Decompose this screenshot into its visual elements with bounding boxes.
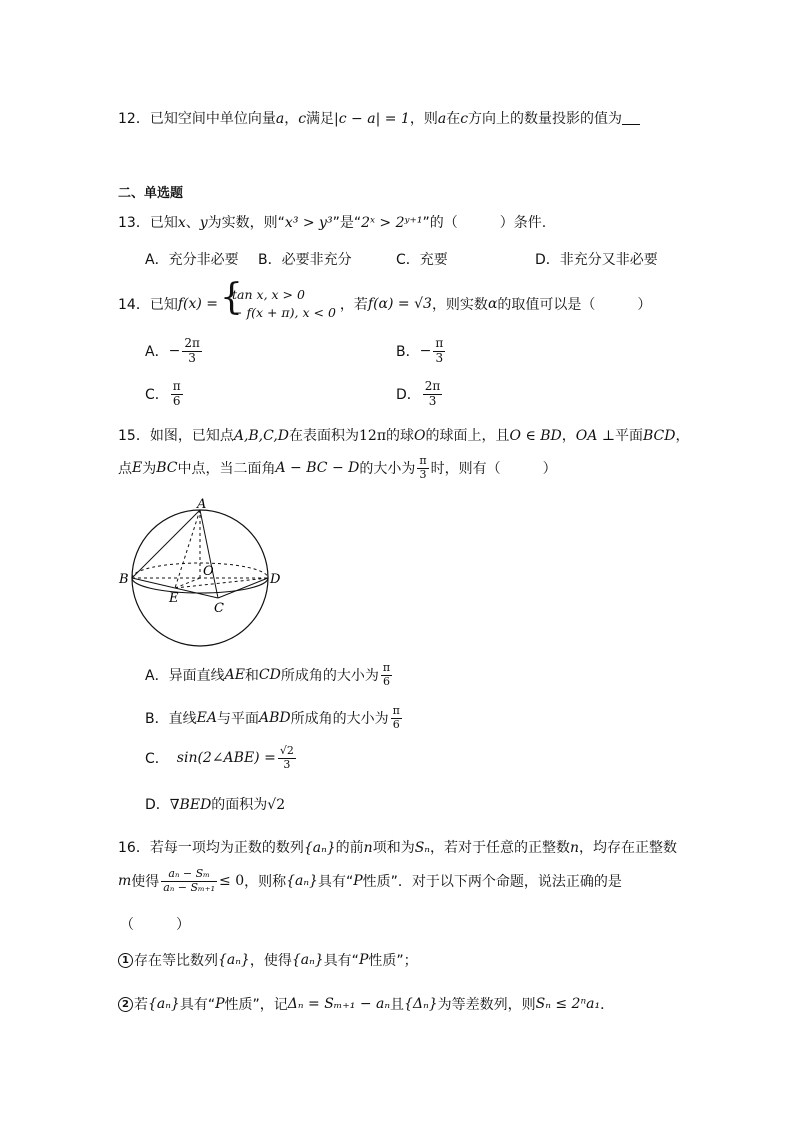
- label-d: D: [270, 572, 281, 587]
- point-e: E: [132, 460, 143, 477]
- question-text: 的大小为: [359, 461, 416, 478]
- statement-text: 且: [390, 997, 405, 1013]
- question-text: ”是“: [332, 215, 362, 231]
- fraction: [391, 705, 402, 731]
- question-16-line-2: [118, 868, 622, 894]
- denominator: 3: [283, 757, 291, 771]
- question-number: 13．: [118, 215, 150, 231]
- numerator: π: [172, 379, 181, 393]
- statement-text: 性质”；: [368, 953, 418, 969]
- q14-option-a[interactable]: [145, 337, 204, 366]
- vector-c: c: [460, 111, 469, 127]
- plane: BCD: [643, 428, 676, 444]
- case-1: { tan x, x > 0: [232, 286, 305, 302]
- option-text: 所成角的大小为: [290, 711, 389, 728]
- question-text: 点: [118, 461, 132, 478]
- question-text: 已知空间中单位向量: [149, 111, 276, 127]
- question-text: 时，则有（ ）: [430, 461, 557, 478]
- question-text: 具有“: [317, 874, 354, 891]
- label-a: A: [197, 497, 207, 512]
- q15-option-b[interactable]: [145, 705, 404, 731]
- vector-a: a: [437, 111, 447, 127]
- denominator: aₙ − Sₘ₊₁: [163, 880, 216, 894]
- fraction: [381, 662, 392, 688]
- question-text: 平面: [615, 428, 643, 444]
- inequality: ≤ 0: [219, 873, 245, 890]
- numerator: 2π: [424, 379, 441, 393]
- dihedral: A − BC − D: [275, 460, 360, 477]
- fraction: [433, 337, 445, 366]
- statement-text: 具有“: [323, 953, 359, 969]
- question-text: 性质”．对于以下两个命题，说法正确的是: [362, 874, 622, 891]
- label-b: B: [119, 572, 129, 587]
- statement-text: ．: [600, 997, 615, 1013]
- denominator: 6: [172, 393, 181, 408]
- line-ea: EA: [196, 710, 217, 727]
- question-number: 14．: [118, 297, 150, 313]
- label-o: O: [203, 564, 214, 579]
- denominator: 3: [419, 467, 427, 481]
- property-p: P: [353, 873, 363, 890]
- q13-option-a[interactable]: A．充分非必要: [145, 252, 239, 268]
- points: A,B,C,D: [233, 428, 290, 444]
- var-y: y: [199, 215, 208, 231]
- q13-option-c[interactable]: C．充要: [396, 252, 448, 268]
- option-text: 的面积为: [211, 797, 268, 813]
- sphere-figure: [115, 495, 290, 655]
- point-o: O: [414, 428, 426, 444]
- sequence: {aₙ}: [218, 952, 250, 968]
- option-label: B．直线: [145, 711, 197, 728]
- q14-option-d[interactable]: [396, 380, 444, 409]
- question-text: 的球: [386, 428, 415, 444]
- question-15-line-1: [118, 425, 689, 445]
- section-title: 二、单选题: [118, 186, 184, 201]
- q14-option-c[interactable]: [145, 380, 185, 409]
- fraction: [423, 380, 443, 409]
- var-n: n: [569, 840, 579, 856]
- segment-ab: [132, 510, 200, 578]
- fraction: [417, 455, 428, 481]
- partial-sum: Sₙ: [414, 840, 430, 856]
- question-text: ，若: [339, 297, 368, 313]
- sequence: {aₙ}: [148, 996, 180, 1012]
- statement-text: 为等差数列，则: [437, 997, 536, 1013]
- statement-text: 具有“: [179, 997, 216, 1013]
- statement-text: 若: [134, 997, 148, 1013]
- question-text: ，则实数: [431, 297, 488, 313]
- question-14: [118, 284, 651, 324]
- question-text: ”的（ ）条件.: [422, 215, 547, 231]
- question-text: ，若对于任意的正整数: [429, 840, 570, 856]
- question-text: 满足: [306, 111, 335, 127]
- question-text: 为: [142, 461, 157, 478]
- denominator: 6: [382, 674, 390, 688]
- denominator: 3: [188, 350, 196, 365]
- statement-1: [118, 950, 418, 970]
- label-e: E: [169, 591, 179, 606]
- separator: ，: [561, 428, 576, 444]
- question-text: 项和为: [372, 840, 415, 856]
- segment-bc: BC: [156, 460, 178, 477]
- question-text: 若每一项均为正数的数列: [149, 840, 304, 856]
- numerator: √2: [279, 744, 294, 757]
- piecewise-function: [222, 286, 336, 322]
- area-value: √2: [267, 797, 286, 813]
- sequence: {aₙ}: [303, 840, 336, 856]
- option-label: A．: [145, 344, 169, 361]
- condition-1: x³ > y³: [284, 215, 333, 231]
- option-expression: sin(2∠ABE) =: [176, 750, 276, 767]
- segment-ae: [175, 510, 200, 588]
- area-value: 12π: [359, 428, 387, 444]
- option-text: 和: [244, 668, 259, 685]
- q13-option-b[interactable]: B．必要非充分: [258, 252, 352, 268]
- fraction: [182, 337, 202, 366]
- question-13: [118, 212, 546, 232]
- q15-option-a[interactable]: [145, 662, 394, 688]
- statement-text: 性质”，记: [224, 997, 288, 1013]
- function-name: f(x) =: [177, 296, 219, 312]
- question-text: 已知: [149, 215, 178, 231]
- question-number: 15．: [118, 428, 150, 444]
- question-text: 在: [446, 111, 461, 127]
- separator: ，: [675, 428, 690, 444]
- statement-text: 存在等比数列: [134, 953, 218, 969]
- condition-2: 2ˣ > 2ʸ⁺¹: [361, 215, 423, 231]
- numerator: 2π: [184, 336, 200, 350]
- var-n: n: [363, 840, 373, 856]
- question-text: 如图，已知点: [149, 428, 234, 444]
- question-number: 12．: [118, 111, 150, 127]
- fraction: [171, 380, 183, 409]
- sequence: {aₙ}: [286, 873, 318, 890]
- fraction: [278, 745, 296, 771]
- property-p: P: [215, 996, 225, 1012]
- property-p: P: [358, 952, 369, 968]
- var-x: x: [177, 215, 186, 231]
- circled-number: 2: [118, 997, 133, 1012]
- question-text: 为实数，则“: [207, 215, 285, 231]
- condition-2: OA ⊥: [575, 428, 615, 444]
- question-text: ，则称: [244, 874, 287, 891]
- condition-formula: |c − a| = 1: [334, 111, 410, 127]
- q15-option-d[interactable]: [145, 794, 285, 814]
- question-text: 的取值可以是（ ）: [497, 297, 652, 313]
- line-ae: AE: [224, 667, 245, 684]
- fraction: [161, 868, 217, 894]
- numerator: aₙ − Sₘ: [161, 868, 217, 882]
- triangle-bed: ∇BED: [169, 797, 212, 813]
- option-label: D．: [396, 387, 421, 404]
- option-label: B．: [396, 344, 420, 361]
- option-text: 与平面: [216, 711, 259, 728]
- option-label: C．: [145, 387, 169, 404]
- numerator: π: [435, 336, 444, 350]
- answer-blank: [622, 112, 640, 125]
- denominator: 6: [392, 717, 400, 731]
- statement-2: [118, 994, 614, 1014]
- numerator: π: [419, 454, 427, 467]
- segment-ed: [175, 578, 268, 588]
- question-text: ，则: [409, 111, 438, 127]
- option-text: 所成角的大小为: [280, 668, 379, 685]
- statement-text: ，使得: [249, 953, 292, 969]
- label-c: C: [214, 601, 224, 616]
- answer-paren: （ ）: [120, 917, 190, 933]
- sign: −: [419, 343, 432, 360]
- plane-abd: ABD: [258, 710, 291, 727]
- question-text: 使得: [131, 874, 160, 891]
- option-label: D．: [145, 797, 170, 813]
- var-m: m: [118, 873, 132, 890]
- question-text: 中点，当二面角: [177, 461, 276, 478]
- case-2: − f(x + π), x < 0: [232, 305, 336, 320]
- vector-c: c: [298, 111, 307, 127]
- q13-option-d[interactable]: D．非充分又非必要: [535, 252, 658, 268]
- segment-ac: [200, 510, 218, 598]
- option-label: A．异面直线: [145, 668, 225, 685]
- inequality: Sₙ ≤ 2ⁿa₁: [535, 996, 601, 1012]
- question-text: 的球面上，且: [425, 428, 510, 444]
- numerator: π: [382, 661, 391, 674]
- denominator: 3: [428, 393, 437, 408]
- question-text: 已知: [149, 297, 178, 313]
- vector-a: a: [275, 111, 285, 127]
- question-16-line-1: [118, 837, 677, 857]
- var-alpha: α: [487, 296, 498, 312]
- question-12: [118, 108, 640, 128]
- question-number: 16．: [118, 840, 150, 856]
- denominator: 3: [435, 350, 444, 365]
- separator: ，: [284, 111, 299, 127]
- delta-sequence: {Δₙ}: [404, 996, 438, 1012]
- circled-number: 1: [118, 953, 133, 968]
- condition-1: O ∈ BD: [509, 428, 562, 444]
- delta-definition: Δₙ = Sₘ₊₁ − aₙ: [287, 996, 391, 1012]
- q15-option-c[interactable]: [145, 745, 298, 771]
- question-text: ，均存在正整数: [579, 840, 677, 856]
- question-text: 方向上的数量投影的值为: [468, 111, 623, 127]
- q14-option-b[interactable]: [396, 337, 447, 366]
- question-text: 在表面积为: [289, 428, 360, 444]
- option-label: C．: [145, 751, 169, 768]
- condition: f(α) = √3: [367, 296, 432, 312]
- question-15-line-2: [118, 455, 557, 481]
- numerator: π: [392, 704, 400, 717]
- question-text: 的前: [335, 840, 364, 856]
- separator: 、: [185, 215, 200, 231]
- sequence: {aₙ}: [291, 952, 324, 968]
- sign: −: [168, 343, 181, 360]
- line-cd: CD: [258, 667, 281, 684]
